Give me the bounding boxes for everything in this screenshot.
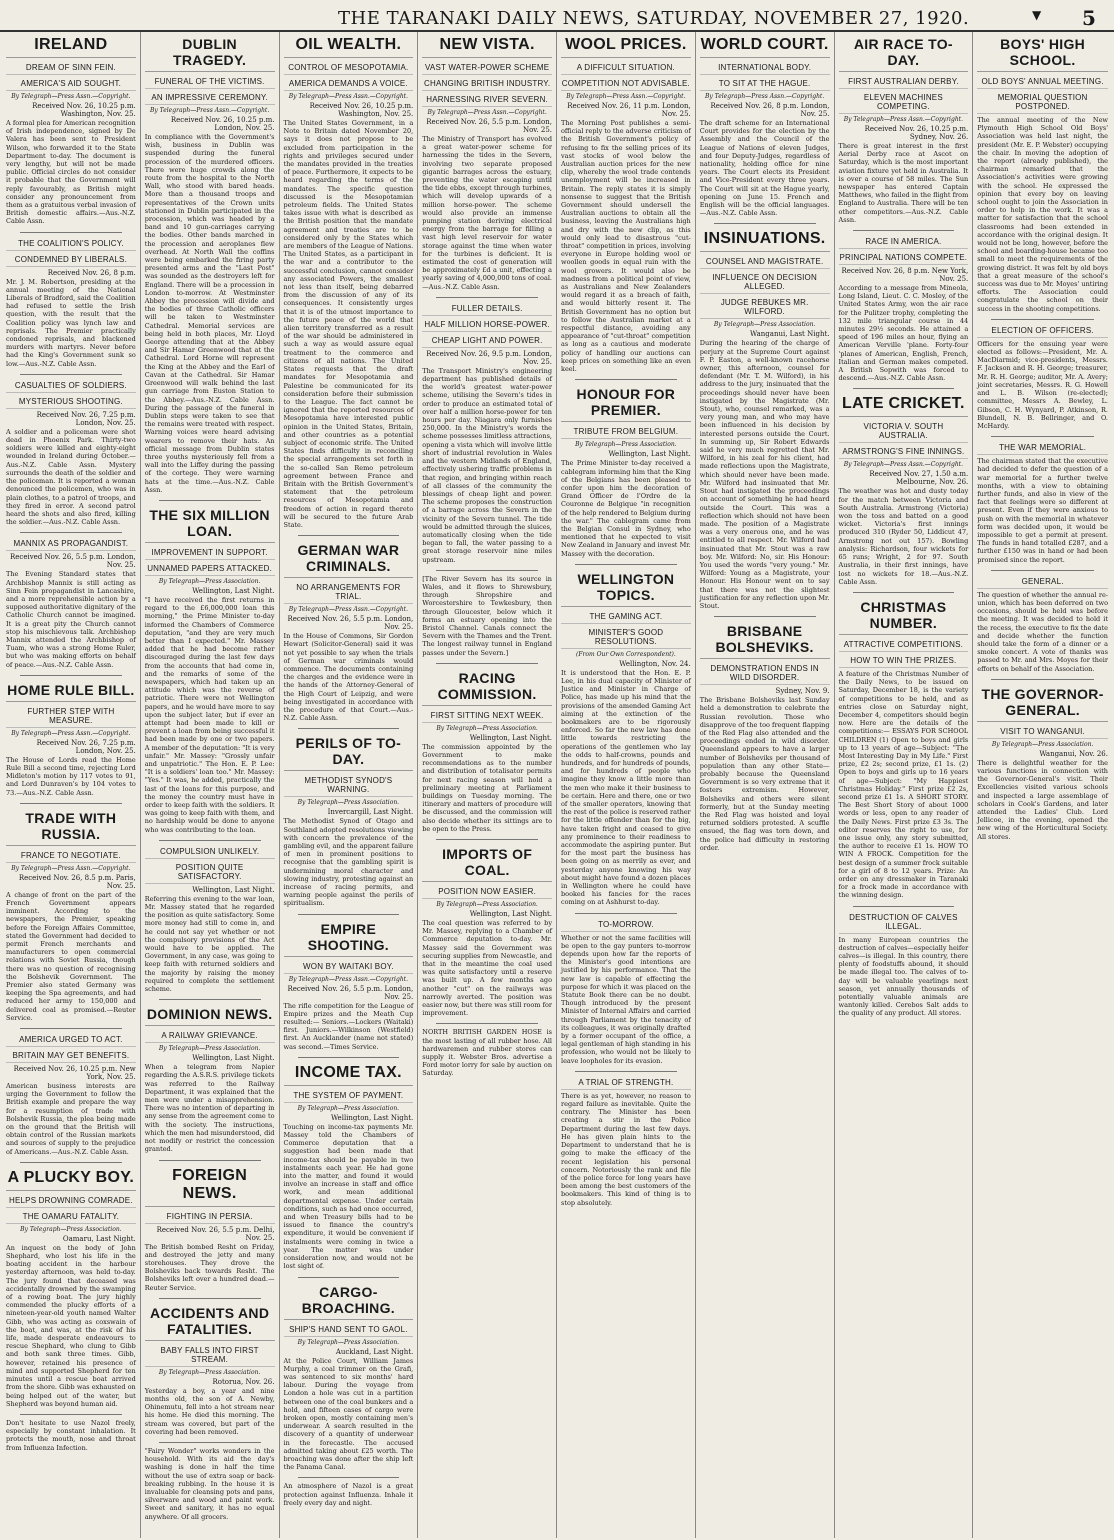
article-body: An inquest on the body of John Shephard, who lost his life in the boating accident in the harbour yesterday afternoon, was held to-day. The jury found that deceased was accidentally drowned by the swamping of a rowing boat. The jury highly commended the plucky efforts of a nineteen-year-old youth named Walter Gibb, who was acting as coxswain of the boat, and was, at the risk of his life, made desperate endeavours to rescue Shephard, who clung to Gibb and both sank three times. Gibb, however, retained his presence of mind and supported Shepherd for ten minutes until a rescue boat arrived from the shore. Gibb was exhausted on being helped out of the water, but Shepherd was beyond human aid. [6, 1243, 136, 1408]
article-body: "I have received the first returns in regard to the £6,000,000 loan this morning," the Prime Minister to-day informed the Chambers of Commerce deputation, "and they are very much better than I expected." Mr. Massey added that he had become rather discouraged during the last few days from the accounts that had come in, and the remarks of some of the newspapers, which had taken up an attitude which was the reverse of patriotic. There were not Wellington papers, and he would have more to say upon the subject later, but if ever an attempt had been made to kill or prevent a loan from being successful it had been made by one or two papers. A member of the deputation: "It is very unfair." Mr. Massey: "Grossly unfair and unpatriotic." The Hon. E. P. Lee: "It is a soldiers' loan too." Mr. Massey: "Yes." It was, he added, practically the last of the loans for this purpose, and the money the country must have in order to keep faith with the soldiers. It was going to keep faith with them, and no hardship would be done to anyone who was contributing to the loan. [144, 595, 275, 834]
article [145, 845, 275, 993]
subheading: ELECTION OF OFFICERS. [977, 324, 1108, 338]
dateline: Oamaru, Last Night. [62, 1234, 136, 1243]
subheading: AMERICA DEMANDS A VOICE. [284, 77, 414, 91]
subheading: FURTHER STEP WITH MEASURE. [6, 705, 136, 728]
subheading: CHEAP LIGHT AND POWER. [422, 334, 552, 348]
dateline: Received Nov. 26, 10.25 p.m. Washington, Nov. 25. [32, 102, 136, 118]
article-separator [991, 319, 1094, 320]
dateline: Auckland, Last Night. [335, 1347, 414, 1356]
dateline: Wellington, Last Night. [469, 910, 552, 918]
article-separator [714, 616, 816, 617]
article-body: A feature of the Christmas Number of the Daily News, to be issued on Saturday, December 18, is the variety of competitions to be held, and as entries close on Saturday night, December 4, competitors should begin now. Here are the details of the competitions:— ESSAYS FOR SCHOOL CHILDREN (1) Open to boys and girls up to 13 years of age—Subject: "The Most Interesting Day in My Life." First prize, £2 2s; second prize, £1 1s. (2) Open to boys and girls up to 16 years of age—Subject: "My Happiest Christmas Holiday." First prize £2 2s, second prize £1 1s. A SHORT STORY. The Best Short Story of about 1000 words or less, open to any reader of the Daily News. First prize £3 3s. The editor reserves the right to use, for one issue only, any story submitted, the author to receive £1 1s. HOW TO WIN A FROCK. Competition for the best design of a summer frock suitable for a girl of 8 to 12 years. Prize: An order on any dressmaker in Taranaki for a frock made in accordance with the winning design. [838, 669, 969, 900]
subheading: HALF MILLION HORSE-POWER. [422, 318, 552, 332]
headline: LATE CRICKET. [839, 393, 969, 417]
article-body: In compliance with the Government's wish, business in Dublin was suspended during the funeral procession of the murdered officers. There were huge crowds along the route from the hospital to the North Wall, who stood with bared heads. More than a thousand troops and representatives of the Crown units stationed in Dublin participated in the procession, which was headed by a band and 10 gun-carriages carrying the bodies. Other bands marched in the procession and aeroplanes flew overhead. At North Wall the coffins were being embarked the firing party presented arms and the "Last Post" was sounded as the destroyers left for England. There will be a procession in London to-morrow. At Westminster Abbey the procession will divide and the bodies of three Catholic officers will be taken to Westminster Cathedral. Memorial services are being held in both places, Mr. Lloyd George attending that at the Abbey and Sir Hamar Greenwood that at the Cathedral. Lord Horne will represent the King at the Abbey and the Earl of Cavan at the Cathedral. Sir Hamar Greenwood will walk behind the last gun carriage from Euston Station to the Abbey.—Aus.-N.Z. Cable Assn. During the passage of the funeral in Dublin steps were taken to see that the remains were treated with respect. Warning voices were heard advising wearers to remove their hats. An official message from Dublin states three youths mysteriously fell from a wall into the Liffey during the passing of the cortege. They were warning hats at the time.—Aus.-N.Z. Cable Assn. [144, 133, 275, 494]
article-separator [159, 1442, 261, 1443]
headline: WOOL PRICES. [561, 34, 691, 58]
subheading: HARNESSING RIVER SEVERN. [422, 93, 552, 107]
article [145, 1165, 275, 1292]
headline: IRELAND [6, 34, 136, 58]
headline: WORLD COURT. [700, 34, 830, 58]
article-body: It is understood that the Hon. E. P. Lee, in his dual capacity of Minister of Justice and Minister in Charge of Police, has made up his mind that the provisions of the amended Gaming Act aiming at the extinction of the bookmakers are to be rigorously enforced. So far the new law has done little towards restricting the operations of the gentlemen who lay the odds to half-crowns, pounds and hundreds, and for hundreds of pounds, and for hundreds of people who imagine they know a little more than the men who make it their business to be certain. Here and there, one or two of the smaller operators, knowing that the rest of the police is reserved rather for the little offender than for the big, have taken fright and ceased to give any prominence to their readiness to accommodate the aspiring punter. But for the most part the business has been going on as merrily as ever, and yesterday anyone knowing his way about might have found a dozen places in Wellington where he could have booked his fancies for the races coming on at Ashhurst to-day. [561, 668, 691, 907]
subheading: AMERICA URGED TO ACT. [6, 1033, 136, 1047]
article-body: In many European countries the destruction of calves—especially heifer calves—is illegal. In this country, there plenty of foodstuffs abound, it should be made illegal too. The calves of to-day will be valuable yearlings next season, yet annually thousands of potentially valuable animals are wantonly killed. Cerebos Salt adds to the quality of any product. All stores. [838, 935, 969, 1018]
subheading: VICTORIA V. SOUTH AUSTRALIA. [839, 420, 969, 443]
article-body: The question of whether the annual re-union, which has been deferred on two occasions, should be held was before the meeting. It was decided to hold it the recess, the executive to fix the date and decide whether the function should take the form of a dinner or a smoke concert. A vote of thanks was passed to Mr. and Mrs. Moyes for their efforts on behalf of the Association. [977, 590, 1108, 673]
article-body: When a telegram from Napier regarding the A.S.R.S. privilege tickets was referred to the Railway Department, it was explained that the men were under a misapprehension. There was no intention of departing in any sense from the agreement come to with the society. The instructions, which the men had misunderstood, did not modify or restrict the concession granted. [144, 1063, 275, 1154]
subheading: CONTROL OF MESOPOTAMIA. [284, 61, 414, 75]
article [839, 393, 969, 585]
headline: HOME RULE BILL. [6, 680, 136, 702]
dateline: Received Nov. 26, 5.5 p.m. London, Nov. 25. [426, 118, 552, 134]
credit-line: By Telegraph—Press Assn.—Copyright. [427, 109, 547, 116]
credit-line: By Telegraph—Press Association. [158, 1368, 261, 1376]
dateline: Received Nov. 26, 8.5 p.m. Paris, Nov. 25. [18, 873, 136, 890]
article [6, 537, 136, 668]
article-separator [20, 675, 122, 676]
headline: TRADE WITH RUSSIA. [6, 808, 136, 846]
credit-line: By Telegraph—Press Association. [575, 441, 677, 449]
subheading: DEMONSTRATION ENDS IN WILD DISORDER. [700, 662, 830, 685]
column-4 [418, 32, 557, 1538]
credit-line: By Telegraph—Press Assn.—Copyright. [288, 93, 409, 100]
headline: AIR RACE TO-DAY. [839, 34, 969, 72]
article [145, 505, 275, 834]
dateline: Wellington, Last Night. [330, 1113, 414, 1122]
article [145, 1303, 275, 1436]
article-separator [436, 297, 538, 298]
credit-line: By Telegraph—Press Association. [991, 740, 1094, 748]
article [284, 1062, 414, 1271]
dateline: Received Nov. 26, 8 p.m. [47, 268, 136, 277]
article-separator [159, 500, 261, 501]
article [422, 844, 552, 1017]
dateline: Wellington, Last Night. [608, 450, 691, 459]
credit-line: By Telegraph—Press Association. [713, 321, 816, 329]
subheading: HOW TO WIN THE PRIZES. [839, 654, 969, 668]
article [422, 668, 552, 833]
headline: BOYS' HIGH SCHOOL. [977, 34, 1108, 72]
headline: IMPORTS OF COAL. [422, 844, 552, 882]
article-body: During the hearing of the charge of perjury at the Supreme Court against F. P. Easton, a well-known racehorse owner, this afternoon, counsel for defendant (Mr. T. M. Wilford), in his address to the jury, insinuated that the proceedings should never have been instigated by the Magistrate (Mr. Stout), who, counsel remarked, was a very young man, and who may have been influenced in his decision by interested persons outside the Court. In summing up, Sir Robert Edwards said he very much regretted that Mr. Wilford, in his zeal for his client, had made reflections upon the Magistrate, which should never have been made. Mr. Wilford had insinuated that Mr. Stout had instigated the proceedings on account of something he had heard outside the Court. This was a reflection which should not have been made. The position of a Magistrate was a very onerous one, and he was entitled to all respect. Mr. Wilford had insinuated that Mr. Stout was a raw boy. Mr. Wilford: No, sir. His Honour: You used the words "very young." Mr. Wilford: Young as a Magistrate, your Honour. His Honour went on to say that there was not the slightest justification for any reflection upon Mr. Stout. [699, 339, 830, 610]
subheading: SHIP'S HAND SENT TO GAOL. [284, 1323, 414, 1337]
article-separator [20, 1414, 122, 1415]
article-separator [991, 570, 1094, 571]
article-separator [20, 374, 122, 375]
article-separator [298, 728, 400, 729]
article-body: A change of front on the part of the French Government appears imminent. According to the newspapers, the Premier, speaking before the Foreign Affairs Committee, stated the Government had decided to permit French merchants and manufacturers to open commercial relations with Soviet Russia, though there was no question of recognising the Bolshevik Government. The Premier also stated Germany was keeping the Spa agreements, and had reduced her army to 150,000 and delivered coal as promised.—Reuter Service. [6, 890, 136, 1022]
article [977, 684, 1108, 841]
subheading: INTERNATIONAL BODY. [700, 61, 830, 75]
article [284, 34, 414, 529]
subheading: OLD BOYS' ANNUAL MEETING. [977, 75, 1108, 89]
dateline: Received Nov. 26, 5.5 p.m. Delhi, Nov. 25. [156, 1225, 275, 1242]
subheading: THE COALITION'S POLICY. [6, 237, 136, 251]
article-body: The Methodist Synod of Otago and Southland adopted resolutions viewing with concern the prevalence of the gambling evil, and the apparent failure of men in prominent positions to recognise that the gambling spirit is undermining moral character and slowing industry, protesting against an increase of racing permits, and warning people against the perils of spiritualism. [283, 817, 414, 908]
subheading: AN IMPRESSIVE CEREMONY. [145, 91, 275, 105]
subheading: FIGHTING IN PERSIA. [145, 1210, 275, 1224]
subheading: POSITION QUITE SATISFACTORY. [145, 861, 275, 884]
article-separator [298, 914, 400, 915]
article-body: The Brisbane Bolsheviks last Sunday held a demonstration to celebrate the Russian revolution. Those who disapprove of the too frequent flapping of the Red Flag also attended and the proceedings ended in wild disorder. Queensland appears to have a larger number of Bolsheviks per thousand of population than any other State—probably because the Queensland Government is so very extreme that it fosters extremism. However, Bolsheviks and others were silent formerly, but at the Sunday meeting the Red Flag was hoisted and loyal returned soldiers protested. A scuffle ensued, the flag was torn down, and the police had difficulty in restoring order. [699, 696, 830, 852]
article-separator [20, 1028, 122, 1029]
subheading: INFLUENCE ON DECISION ALLEGED. [700, 271, 830, 294]
article-body: NORTH BRITISH GARDEN HOSE is the most lasting of all rubber hose. All hardwaremen and rubber stores can supply it. Webster Bros. advertise a Ford motor lorry for sale by auction on Saturday. [422, 1028, 552, 1078]
subheading: THE WAR MEMORIAL. [977, 441, 1108, 455]
article [561, 1076, 691, 1207]
article [700, 228, 830, 610]
article-body: A formal plea for American recognition of Irish independence, signed by De Valera has been sent to President Wilson, who forwarded it to the State Department to-day. The document is very lengthy, but will not be made public. Official circles do not consider it probable that the Government will reply favourably, as British might consider any pronouncement from them as a gratuitous verbal invasion of British domestic affairs.—Aus.-N.Z. Cable Assn. [6, 119, 136, 226]
article [6, 1419, 136, 1452]
dateline: Received Nov. 26, 8 p.m. London, Nov. 25. [710, 102, 830, 118]
dateline: Received Nov. 26, 9.5 p.m. London, Nov. 25. [426, 349, 552, 366]
article-body: The annual meeting of the New Plymouth High School Old Boys' Association was held last night, the president (Mr. E. P. Webster) occupying the chair. In moving the adoption of the report (already published), the chairman remarked that the Association's activities were growing with the school. He expressed the opinion that every boy on leaving school ought to join the Association in order to help in the work. It was a matter for satisfaction that the school classrooms had been extended in accordance with the original design. It would not be long, however, before the school and boarding-house became too small to meet the requirements of the growing district. It was felt by old boys that a great measure of the school's success was due to Mr. Moyes' untiring efforts. The Association could congratulate the school on their success in the shooting competitions. [977, 116, 1108, 313]
article-body: Touching on income-tax payments Mr. Massey told the Chambers of Commerce deputation that a suggestion had been made that income-tax should be payable in two instalments each year. He had gone into the matter, and found it would involve an increase in staff and office work, and mean additional departmental expense. Under certain conditions, such as had once occurred, and when Treasury bills had to be issued to finance the country's expenditure, it would be convenient if instalments were coming in twice a year. The matter was under consideration now, and would not be lost sight of. [283, 1122, 414, 1271]
subheading: IMPROVEMENT IN SUPPORT. [145, 546, 275, 560]
dateline: Received Nov. 26, 10.25 p.m. Washington, Nov. 25. [309, 102, 414, 118]
article-separator [853, 592, 955, 593]
subheading: COMPETITION NOT ADVISABLE. [561, 77, 691, 91]
subheading: FULLER DETAILS. [422, 302, 552, 316]
article [561, 918, 691, 1065]
article [6, 1167, 136, 1408]
subheading: TO SIT AT THE HAGUE. [700, 77, 830, 91]
article-body: The coal question was referred to by Mr. Massey, replying to a Chamber of Commerce deputation to-day. Mr. Massey said the Government was securing supplies from Newcastle, and that in the meantime the coal used was quite satisfactory until a reserve was built up. A few months ago another "cut" on the railways was narrowly averted. The position was easier now, but there was still room for improvement. [422, 919, 552, 1018]
subheading: MEMORIAL QUESTION POSTPONED. [977, 91, 1108, 114]
article-separator [575, 379, 677, 380]
credit-line: By Telegraph—Press Assn.—Copyright. [11, 729, 131, 737]
credit-line: By Telegraph—Press Association. [20, 1225, 122, 1233]
credit-line: By Telegraph—Press Assn.—Copyright. [288, 975, 409, 983]
article [977, 34, 1108, 313]
subheading: HELPS DROWNING COMRADE. [6, 1194, 136, 1208]
column-6 [696, 32, 835, 1538]
article-body: Yesterday a boy, a year and nine months old, the son of A. Newby, Ohinemutu, fell into a hot stream near his home. He died this morning. The stream was covered, but part of the covering had been removed. [144, 1386, 275, 1436]
subheading: CONDEMNED BY LIBERALS. [6, 253, 136, 267]
article-body: The commission appointed by the Government to make recommendations as to the number and distribution of totalisator permits for next racing season will hold a preliminary meeting at Parliament buildings on Tuesday morning. The itinerary and matters of procedure will be discussed, and the commission will also decide whether its sittings are to be open to the Press. [422, 742, 552, 833]
article-body: The United States Government, in a Note to Britain dated November 20, says it does not propose to be excluded from participation in the rights and privileges secured under the mandates provided in the treaties of peace. Furthermore, it expects to be heard regarding the terms of the mandates. The specific question discussed is the Mesopotamian petroleum fields. The United States takes issue with what is described as the British position that the mandate agreement and treaties are to be considered only by the States which are members of the League of Nations. The United States, as a participant in the war and a contributor to the successful conclusion, cannot consider any associated Powers, the smallest not less than itself, being debarred from the discussion of any of its consequences. It consistently urges that it is of the utmost importance to the future peace of the world that alien territory transferred as a result of the war should be administered in such a way as would assure equal treatment to the commerce and citizens of all nations. The United States requests that the draft mandates for Mesopotamia and Palestine be communicated for its consideration before their submission to the League. The fact cannot be ignored that the reported resources of Mesopotamia have interested public opinion in the United States, Britain, and other countries as a potential subject of economic strife. The United States finds difficulty in reconciling the special arrangements set forth in the so-called San Remo petroleum agreement between France and Britain with the British Government's statement that the petroleum resources of Mesopotamia and freedom of action in regard thereto will be secured to the future Arab State. [283, 119, 414, 529]
article-separator [853, 230, 955, 231]
subheading: COMPULSION UNLIKELY. [145, 845, 275, 859]
article-separator [298, 1477, 400, 1478]
article-separator [436, 1023, 538, 1024]
article-separator [298, 1277, 400, 1278]
headline: HONOUR FOR PREMIER. [561, 384, 691, 422]
subheading: A RAILWAY GRIEVANCE. [145, 1029, 275, 1043]
article-body: There is as yet, however, no reason to regard failure as inevitable. Quite the contrary. The Minister has been creating a stir in the Police Department during the last few days. He has given plain hints to the Department to understand that he is going to make the efficacy of the recent legislation his personal concern. Notoriously the rank and file of the police force for long years have been among the best customers of the bookmakers. This kind of thing is to stop absolutely. [561, 1091, 691, 1207]
article-separator [298, 535, 400, 536]
article [561, 34, 691, 373]
credit-line: By Telegraph—Press Association. [297, 799, 400, 807]
headline: INSINUATIONS. [700, 228, 830, 252]
article [6, 680, 136, 797]
article [145, 1447, 275, 1521]
dateline: Received Nov. 26, 5.5 p.m. London, Nov. 25. [287, 615, 414, 632]
article-separator [159, 1298, 261, 1299]
article [6, 808, 136, 1022]
subheading: TO-MORROW. [561, 918, 691, 932]
subheading: AMERICA'S AID SOUGHT. [6, 77, 136, 91]
column-8 [973, 32, 1112, 1538]
dateline: Received Nov. 26, 8 p.m. New York, Nov. 25. [841, 267, 969, 284]
article-body: The chairman stated that the executive had decided to defer the question of a war memorial for a further twelve months, with a view to obtaining further funds, and also in view of the fact that feelings were so different at present. Even if they were anxious to push on with the memorial in whatever form was decided upon, it would be impossible to get a permit at present. The funds in hand totalled £287, and a further £150 was in hand or had been promised since the report. [977, 457, 1108, 564]
headline: ACCIDENTS AND FATALITIES. [145, 1303, 275, 1341]
article-body: The Ministry of Transport has evolved a great water-power scheme for harnessing the tides in the Severn, involving two separate proposed gigantic barrages across the estuary, preventing the water escaping until the tide ebbs, except through turbines, which will develop upwards of a million horse-power. The scheme would also provide an immense pumping station deriving electrical energy from the barrage for filling a vast high level reservoir for water storage against the time when water for the turbines is deficient. It is estimated the cost of generation will be approximately £d a unit, effecting a yearly saving of 4,000,000 tons of coal.—Aus.-N.Z. Cable Assn. [422, 135, 552, 291]
headline: INCOME TAX. [284, 1062, 414, 1086]
column-7 [835, 32, 974, 1538]
article [839, 911, 969, 1018]
subheading: MINISTER'S GOOD RESOLUTIONS. [561, 626, 691, 649]
masthead [0, 0, 1114, 30]
dateline: Wellington, Last Night. [192, 885, 275, 894]
headline: A PLUCKY BOY. [6, 1167, 136, 1191]
headline: CARGO-BROACHING. [284, 1282, 414, 1320]
article-separator [853, 388, 955, 389]
article-body: A soldier and a policeman were shot dead in Phoenix Park. Thirty-two soldiers were killed and eighty-eight wounded in Ireland during October.—Aus.-N.Z. Cable Assn. Mystery surrounds the death of the soldier and the policeman. It is reported a woman denounced the policemen, who was in plain clothes, to a patrol of troops, and they fired in error. A second patrol heard the shots and also fired, killing the soldier.—Aus.-N.Z. Cable Assn. [6, 427, 136, 527]
dateline: Wellington, Last Night. [192, 1054, 275, 1063]
article-separator [436, 839, 538, 840]
subheading: FRANCE TO NEGOTIATE. [6, 849, 136, 863]
article-separator [20, 532, 122, 533]
dateline: Wellington, Nov. 24. [619, 659, 691, 668]
dateline: Received Nov. 26, 10.25 p.m. New York, Nov. 25. [13, 1065, 136, 1082]
dateline: Invercargill, Last Night. [327, 808, 414, 817]
subheading: ATTRACTIVE COMPETITIONS. [839, 638, 969, 652]
article-separator [991, 679, 1094, 680]
article [145, 34, 275, 494]
credit-line: By Telegraph—Press Association. [436, 901, 538, 908]
article [422, 1028, 552, 1077]
article-separator [991, 436, 1094, 437]
article [561, 384, 691, 557]
credit-line: By Telegraph—Press Assn.—Copyright. [843, 116, 964, 123]
subheading: FUNERAL OF THE VICTIMS. [145, 75, 275, 89]
article-body: The draft scheme for an International Court provides for the election by the Assembly and the Council of the League of Nations of eleven Judges, and four Deputy-Judges, regardless of nationality, holding office for nine years. The Court elects its President and Vice-President every three years. The Court will sit at the Hague yearly, opening on June 15. French and English will be the official languages.—Aus.-N.Z. Cable Assn. [699, 119, 830, 218]
subheading: MANNIX AS PROPAGANDIST. [6, 537, 136, 551]
dateline: Received Nov. 26, 7.25 p.m. London, Nov. 25. [36, 410, 136, 427]
headline: BRISBANE BOLSHEVIKS. [700, 621, 830, 659]
article-body: At the Police Court, William James Murphy, a coal trimmer on the Grafi, was sentenced to six months' hard labour. During the voyage from London a hole was cut in a partition between one of the coal bunkers and a hold, and fifteen cases of cargo were broken open, mostly containing men's underwear. A search resulted in the discovery of a quantity of underwear in the forecastle. The accused admitted taking about £25 worth. The broaching was done after the ship left the Panama Canal. [283, 1356, 414, 1472]
article [977, 575, 1108, 673]
article-body: "Fairy Wonder" works wonders in the household. With its aid the day's washing is done in half the time without the use of extra soap or back-breaking rubbing. In the house it is invaluable for cleansing pots and pans, silverware and wood and paint work. Sweet and sanitary, it has no equal anywhere. Of all grocers. [144, 1446, 275, 1521]
page-number: 5 [1082, 6, 1096, 30]
credit-line: By Telegraph—Press Assn.—Copyright. [288, 606, 409, 614]
credit-line: By Telegraph—Press Association. [436, 724, 538, 732]
article-separator [575, 564, 677, 565]
article-body: Mr. J. M. Robertson, presiding at the annual meeting of the National Liberals of Bradford, said the Coalition had refused to settle the Irish question, with the result that the Coalition policy was lynch law and reprisals. The Premier practically condoned reprisals, and blackened murders with martyrs. Never before had the King's Government sunk so low.—Aus.-N.Z. Cable Assn. [6, 277, 136, 368]
credit-line: By Telegraph—Press Assn.—Copyright. [704, 93, 825, 100]
article-separator [159, 1160, 261, 1161]
subheading: FIRST SITTING NEXT WEEK. [422, 709, 552, 723]
subheading: RACE IN AMERICA. [839, 235, 969, 249]
credit-line: By Telegraph—Press Association. [297, 1338, 400, 1346]
subheading: CASUALTIES OF SOLDIERS. [6, 379, 136, 393]
subheading: METHODIST SYNOD'S WARNING. [284, 774, 414, 797]
subheading: A DIFFICULT SITUATION. [561, 61, 691, 75]
dateline: Wanganui, Last Night. [750, 330, 830, 339]
credit-line: By Telegraph—Press Assn.—Copyright. [11, 864, 131, 872]
article [422, 302, 552, 564]
article [284, 1482, 414, 1507]
subheading: THE SYSTEM OF PAYMENT. [284, 1089, 414, 1103]
credit-line: By Telegraph—Press Assn.—Copyright. [843, 461, 964, 469]
dateline: Sydney, Nov. 9. [775, 687, 830, 696]
article [422, 575, 552, 657]
headline: WELLINGTON TOPICS. [561, 569, 691, 607]
subheading: ARMSTRONG'S FINE INNINGS. [839, 445, 969, 459]
headline: DUBLIN TRAGEDY. [145, 34, 275, 72]
article-separator [20, 803, 122, 804]
article-separator [714, 223, 816, 224]
subheading: NO ARRANGEMENTS FOR TRIAL. [284, 581, 414, 604]
credit-line: By Telegraph—Press Assn.—Copyright. [566, 93, 686, 100]
subheading: TRIBUTE FROM BELGIUM. [561, 425, 691, 439]
article-separator [575, 1071, 677, 1072]
article [284, 733, 414, 907]
dateline: Received Nov. 26, 7.25 p.m. London, Nov. 25. [36, 738, 136, 755]
credit-line: (From Our Own Correspondent). [575, 650, 676, 658]
article [977, 324, 1108, 430]
article-body: The weather was hot and dusty today for the match between Victoria and South Australia. Armstrong (Victoria) won the toss and batted on a good wicket. Victoria's first innings produced 310 (Ryder 50, Liddicut 47, Armstrong not out 157). Bowling analysis: Richardson, four wickets for 65 runs; Wright, 2 for 97. South Australia, in their first innings, have lost no wickets for 18.—Aus.-N.Z. Cable Assn. [838, 487, 969, 586]
credit-line: By Telegraph—Press Association. [158, 577, 261, 585]
credit-line: By Telegraph—Press Assn.—Copyright. [11, 93, 131, 100]
article-body: An atmosphere of Nazol is a great protection against Influenza. Inhale it freely every day and night. [283, 1482, 414, 1507]
article-body: Don't hesitate to use Nazol freely, especially by constant inhalation. It protects the mouth, nose and throat from Influenza Infection. [6, 1418, 136, 1452]
article [6, 379, 136, 526]
subheading: UNNAMED PAPERS ATTACKED. [145, 562, 275, 576]
headline: OIL WEALTH. [284, 34, 414, 58]
subheading: THE OAMARU FATALITY. [6, 1210, 136, 1224]
dateline: Received Nov. 26, 10.25 p.m. London, Nov. 25. [170, 116, 275, 132]
article-separator [159, 999, 261, 1000]
article-separator [436, 570, 538, 571]
article-body: The Morning Post publishes a semi-official reply to the adverse criticism of the British Government's policy of refusing to fix the selling prices of its vast stocks of wool below the Australian auction prices for the new clip, whereby the wool trade contends unemployment will be increased in Britain. The reply states it is simply nonsense to suggest that the British Government should undersell the Australian auctions to obtain all the business, leaving the Australians high and dry with the new clip, as this would only lead to disastrous "cut-throat" competition in prices, involving everyone in Europe holding wool or woollen goods in equal ruin with the wool growers. It would also be madness from a political point of view, as Australians and New Zealanders would regard it as a breach of faith, and would bitterly resent it. The British Government has no option but to follow the Australian market at a respectful distance, avoiding any appearance of "cut-throat" competition as long as a cautious and moderate policy of handling our auctions can keep prices on something like an even keel. [561, 119, 691, 374]
article-body: There is great interest in the first Aerial Derby race at Ascot on Saturday, which is the most important aviation fixture yet held in Australia. It is over a course of 58 miles. The Sun newspaper has entered Captain Matthews, who failed in the flight from England to Australia. There will be ten other competitors.—Aus.-N.Z. Cable Assn. [838, 142, 969, 224]
article [839, 34, 969, 224]
column-3 [280, 32, 419, 1538]
article [700, 621, 830, 852]
headline: DOMINION NEWS. [145, 1004, 275, 1026]
article-separator [575, 913, 677, 914]
subheading: CHANGING BRITISH INDUSTRY. [422, 77, 552, 91]
credit-line: By Telegraph—Press Association. [297, 1104, 400, 1112]
dateline: Wellington, Last Night. [192, 586, 275, 595]
subheading: A TRIAL OF STRENGTH. [561, 1076, 691, 1090]
headline: NEW VISTA. [422, 34, 552, 58]
masthead-title: THE TARANAKI DAILY NEWS, SATURDAY, NOVEMBER 27, 1920. [338, 8, 970, 29]
article [561, 569, 691, 907]
article-body: Referring this evening to the war loan, Mr. Massey stated that he regarded the position as quite satisfactory. Some more money had still to come in, and he could not say yet whether or not the compulsory provisions of the Act would have to be applied. The Government, in any case, was going to keep faith with returned soldiers and the majority by raising the money required to complete the settlement scheme. [144, 894, 275, 994]
article-body: American business interests are urging the Government to follow the British example and prepare the way for a resumption of trade with Bolshevik Russia, the plea being made on the ground that the British will obtain control of the Russian markets and sources of supply to the prejudice of Americans.—Aus.-N.Z. Cable Assn. [6, 1082, 136, 1156]
article [977, 441, 1108, 564]
article [145, 1004, 275, 1153]
article-body: Whether or not the same facilities will be open to the gay punters to-morrow depends upon how far the reports of the Minister's good intentions are justified by his performance. That the new law is capable of effecting the purpose for which it was placed on the Statute Book there can be no doubt. Though introduced by the present Minister of Internal Affairs and carried through Parliament by the tenacity of its colleagues, it was originally drafted by a former occupant of the office, a legal gentleman of high standing in his profession, who would not be likely to leave loopholes for its evasion. [561, 933, 691, 1065]
headline: PERILS OF TO-DAY. [284, 733, 414, 771]
article-separator [20, 1162, 122, 1163]
credit-line: By Telegraph—Press Association. [158, 1045, 261, 1053]
article-separator [298, 1057, 400, 1058]
dateline: Received Nov. 26, 5.5 p.m. London, Nov. 25. [10, 553, 136, 570]
subheading: THE GAMING ACT. [561, 610, 691, 624]
dateline: Received Nov. 27, 1.50 a.m. Melbourne, Nov. 26. [869, 470, 969, 487]
subheading: WON BY WAITAKI BOY. [284, 960, 414, 974]
headline: THE SIX MILLION LOAN. [145, 505, 275, 543]
article-body: The British bombed Resht on Friday, and destroyed the jetty and many storehouses. They drove the Bolsheviks back towards Resht. The Bolsheviks left over a hundred dead.—Reuter Service. [144, 1242, 275, 1292]
subheading: PRINCIPAL NATIONS COMPETE. [839, 251, 969, 265]
subheading: POSITION NOW EASIER. [422, 885, 552, 899]
headline: THE GOVERNOR-GENERAL. [977, 684, 1108, 722]
article [284, 919, 414, 1051]
subheading: VISIT TO WANGANUI. [977, 725, 1108, 739]
subheading: BRITAIN MAY GET BENEFITS. [6, 1049, 136, 1063]
article-body: The rifle competition for the League of Empire prizes and the Meath Cup resulted:— Seniors.—Lockers (Waitaki) first. Juniors.—Wilkinson (Westfield) first. An Aucklander (name not stated) was second.—Times Service. [283, 1001, 414, 1051]
article-separator [436, 663, 538, 664]
columns [2, 32, 1112, 1538]
headline: GERMAN WAR CRIMINALS. [284, 540, 414, 578]
article-body: [The River Severn has its source in Wales, and it flows to Shrewsbury, through Shropshire and Worcestershire to Tewkesbury, then through Gloucester, below which it forms an estuary opening into the Bristol Channel. Canals connect the Severn with the Thames and the Trent. The longest railway tunnel in England passes under the Severn.] [422, 574, 552, 657]
article [6, 34, 136, 226]
article-body: There is delightful weather for the various functions in connection with the Governor-General's visit. Their Excellencies visited various schools and inspected a large assemblage of scholars in Cook's Gardens, and later attended the Ladies' Club. Lord Jellicoe, in the evening, opened the new wing of the Horticultural Society. All stores. [977, 758, 1108, 841]
article-body: The House of Lords read the Home Rule Bill a second time, rejecting Lord Midleton's motion by 117 votes to 91, and Lord Dunraven's by 104 votes to 73.—Aus.-N.Z. Cable Assn. [6, 755, 136, 797]
dateline: Received Nov. 26, 10.25 p.m. Sydney, Nov. 26. [864, 125, 969, 141]
article [839, 235, 969, 382]
article [839, 597, 969, 900]
article-body: According to a message from Mineola, Long Island, Lieut. C. C. Mosley, of the United States Army, won the air race for the Pulitzer trophy, completing the 132 mile triangular course in 44 minutes 29½ seconds. He attained a speed of 196 miles an hour, flying an American Verville 'plane. Forty-four 'planes of American, English, French, Italian and German makes competed. A British Sopwith was forced to descend.—Aus.-N.Z. Cable Assn. [838, 284, 969, 383]
article [6, 1033, 136, 1156]
headline: FOREIGN NEWS. [145, 1165, 275, 1207]
article-body: The Transport Ministry's engineering department has published details of the world's greatest water-power scheme, utilising the Severn's tides in order to produce an estimated total of over half a million horse-power for ten hours per day. Niagara only furnishes 250,000. In the Ministry's words the scheme possesses limitless attractions, opening a vista which will involve little short of industrial revolution in Wales and the western Midlands of England, effectively ushering traffic problems in that region, and bringing within reach of all classes of the community the blessings of cheap light and power. The scheme proposes the construction of a barrage across the Severn in the vicinity of the Severn tunnel. The tide would be admitted through the sluices, automatically closing when the tide began to fall, the water passing to a great storage reservoir nine miles upstream. [422, 366, 552, 564]
column-1 [2, 32, 141, 1538]
article-body: The Prime Minister to-day received a cablegram informing him that the King of the Belgians has been pleased to confer upon him the decoration of Grand Officer de l'Ordre de la Couronne de Belgique "in recognition of the help rendered to Belgium during the war." The cablegram came from the Belgian Consul in Sydney, who mentioned that he expected to visit New Zealand in January and invest Mr. Massey with the decoration. [561, 459, 691, 558]
article-body: Officers for the ensuing year were elected as follows:—President, Mr. A. MacDiarmid; vice-presidents, Messrs. F. Jackson and R. H. George; treasurer, Mr. R. H. George; auditor, Mr. A. Avery; joint secretaries, Messrs. R. G. Howell and L. B. Wilson (re-elected); committee, Messrs A. Bewley, L. Gibson, C. H. Wynyard, P. Atkinson, R. Blundell, N. B. Bellringer, and O. McHardy. [977, 339, 1108, 430]
dateline: Wellington, Last Night. [469, 733, 552, 742]
dateline: Received Nov. 26, 11 p.m. London, Nov. 25. [567, 102, 691, 118]
subheading: FIRST AUSTRALIAN DERBY. [839, 75, 969, 89]
subheading: COUNSEL AND MAGISTRATE. [700, 255, 830, 269]
column-5 [557, 32, 696, 1538]
article-separator [159, 840, 261, 841]
dateline: Rotorua, Nov. 26. [212, 1377, 275, 1386]
article [422, 34, 552, 291]
dateline: Received Nov. 26, 5.5 p.m. London, Nov. 25. [287, 984, 414, 1001]
headline: RACING COMMISSION. [422, 668, 552, 706]
subheading: DREAM OF SINN FEIN. [6, 61, 136, 75]
article [700, 34, 830, 217]
article [6, 237, 136, 368]
article-body: In the House of Commons, Sir Gordon Hewart (Solicitor-General) said it was not yet possible to say when the trials of German war criminals would commence. The documents containing the charges and the evidence were in the hands of the Attorney-General of the High Court of Leipzig, and were being investigated in accordance with the procedure of that Court.—Aus.-N.Z. Cable Assn. [283, 632, 414, 723]
subheading: VAST WATER-POWER SCHEME [422, 61, 552, 75]
headline: EMPIRE SHOOTING. [284, 919, 414, 957]
article-separator [853, 906, 955, 907]
subheading: MYSTERIOUS SHOOTING. [6, 395, 136, 409]
subheading: ELEVEN MACHINES COMPETING. [839, 91, 969, 114]
article-body: The Evening Standard states that Archbishop Mannix is still acting as Sinn Fein propagandist in Lancashire, and a more reprehensible action by a supposed authoritative dignitary of the Catholic Church cannot be imagined. It is a great pity the Church cannot stop his mischievous talk. Archbishop Mannix attended the Archbishop of Tuam, who was a strong Home Ruler, but who was making efforts on behalf of peace.—Aus.-N.Z. Cable Assn. [6, 570, 136, 669]
headline: CHRISTMAS NUMBER. [839, 597, 969, 635]
article [284, 540, 414, 722]
subheading: DESTRUCTION OF CALVES ILLEGAL. [839, 911, 969, 934]
masthead-mark: ▼ [1032, 8, 1042, 22]
column-2 [141, 32, 280, 1538]
subheading: JUDGE REBUKES MR. WILFORD. [700, 296, 830, 319]
subheading: BABY FALLS INTO FIRST STREAM. [145, 1344, 275, 1367]
article-separator [20, 232, 122, 233]
subheading: GENERAL. [977, 575, 1108, 589]
credit-line: By Telegraph—Press Assn.—Copyright. [149, 107, 270, 114]
dateline: Wanganui, Nov. 26. [1039, 749, 1108, 758]
article [284, 1282, 414, 1472]
